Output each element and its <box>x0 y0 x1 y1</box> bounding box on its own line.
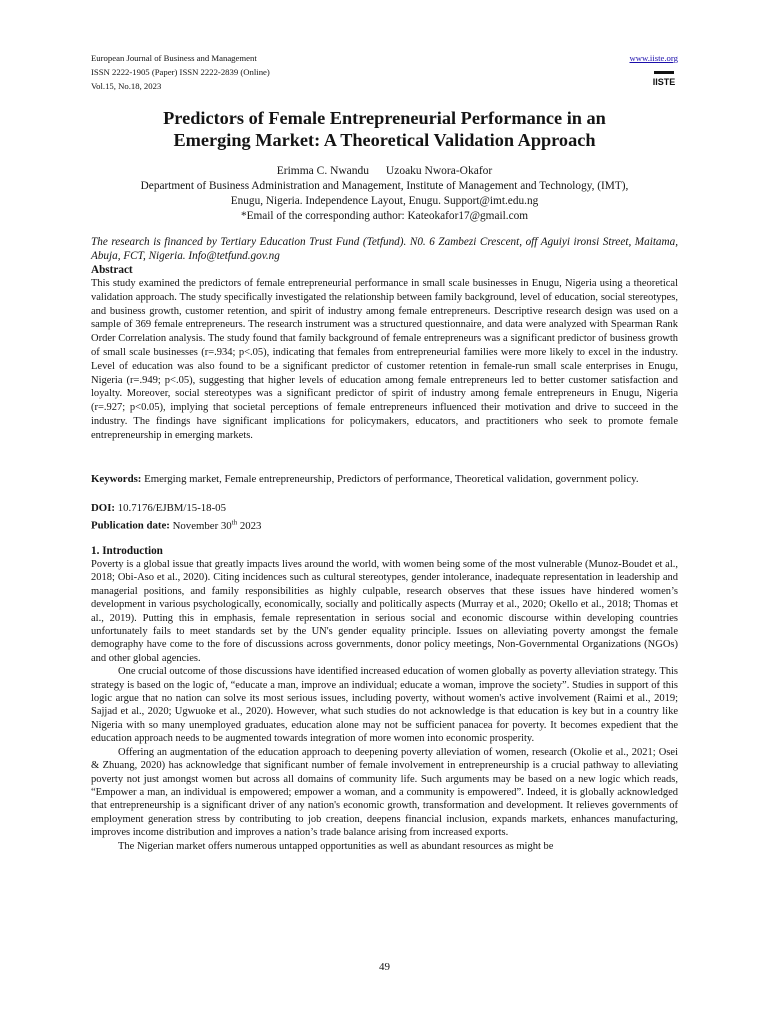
section-heading: 1. Introduction <box>91 545 163 557</box>
title-line-1: Predictors of Female Entrepreneurial Performance in an <box>163 108 606 128</box>
keywords-text: Emerging market, Female entrepreneurship, Predictors of performance, Theoretical validation, government policy. <box>144 473 639 485</box>
paper-title <box>91 107 678 151</box>
doi-value: 10.7176/EJBM/15-18-05 <box>117 502 226 514</box>
journal-website-link[interactable]: www.iiste.org <box>629 53 678 63</box>
page-number: 49 <box>379 961 390 973</box>
funding-note: The research is financed by Tertiary Education Trust Fund (Tetfund). N0. 6 Zambezi Crescent, off Aguiyi ironsi Street, Maitama, Abuja, FCT, Nigeria. Info@tetfund.gov.ng <box>91 236 678 262</box>
author-name: Uzoaku Nwora-Okafor <box>385 165 493 177</box>
introduction-body <box>91 558 678 853</box>
keywords <box>91 473 678 487</box>
author-list <box>91 164 678 179</box>
journal-header <box>91 51 678 93</box>
paragraph: Offering an augmentation of the education approach to deepening poverty alleviation of women, research (Okolie et al., 2021; Osei & Zhuang, 2020) has acknowledge that significant number of female involvement in entrepreneurship is a crucial pathway to alleviating poverty not just amongst women but across all domains of community life. Such arguments may be based on a new logic which reads, “Empower a man, an individual is empowered; empower a woman, and a community is empowered”. Indeed, it is globally acknowledged that entrepreneurship is a significant driver of any nation's economic growth, transformation and development. It relieves governments of employment generation stress by contributing to job creation, deepens financial inclusion, expands markets, enhances manufacturing, improves income distribution and improves a nation’s trade balance arising from increased exports. <box>91 746 678 839</box>
affiliation-line: Enugu, Nigeria. Independence Layout, Enugu. Support@imt.edu.ng <box>230 195 539 207</box>
paper-page <box>91 0 678 1024</box>
doi-label: DOI: <box>91 502 115 514</box>
issn: ISSN 2222-1905 (Paper) ISSN 2222-2839 (Online) <box>91 67 270 77</box>
abstract-heading: Abstract <box>91 264 133 276</box>
journal-name: European Journal of Business and Management <box>91 53 257 63</box>
iiste-logo <box>652 68 676 90</box>
affiliation <box>91 179 678 224</box>
doi <box>91 501 678 515</box>
corresponding-email: *Email of the corresponding author: Kateokafor17@gmail.com <box>240 210 529 222</box>
paragraph: Poverty is a global issue that greatly impacts lives around the world, with women being some of the most vulnerable (Munoz-Boudet et al., 2018; Obi-Aso et al., 2020). Citing incidences such as cultural stereotypes, gender intolerance, inadequate representation in leadership and managerial positions, and family responsibilities as highly culpable, research observes that these issues have hindered women’s development in various psychologically, economically, socially and politically aspects (Murray et al., 2020; Okello et al., 2018; Thomas et al., 2019). Putting this in emphasis, female representation in serious social and economic discourse within developing countries unfortunately fails to meet standards set by the UN's gender equality principle. Issues on alleviating poverty amongst the female demography have come to the fore of discussions across governments, donor policy meetings, Non-Governmental Organizations (NGOs) and other global agencies. <box>91 559 678 664</box>
paragraph: One crucial outcome of those discussions have identified increased education of women globally as poverty alleviation strategy. This strategy is based on the logic of, “educate a man, improve an individual; educate a woman, improve the society”. Studies in support of this logic argue that no nation can solve its most serious issues, including poverty, without women's active involvement (Raimi et al., 2019; Sajjad et al., 2020; Ugwuoke et al., 2020). However, what such studies do not acknowledge is that education is key but in a country like Nigeria with so many unemployed graduates, education alone may not be sufficient panacea for poverty. It becomes expedient that the education approach needs to be augmented towards integration of more women into economic prosperity. <box>91 666 678 745</box>
keywords-label: Keywords: <box>91 473 142 485</box>
publication-date <box>91 515 678 533</box>
abstract-text: This study examined the predictors of female entrepreneurial performance in small scale businesses in Enugu, Nigeria using a theoretical validation approach. The study specifically investigated the relationship between family background, level of education, social stereotypes, and business growth, customer retention, and spirit of industry among female entrepreneurs. Descriptive research design was used on a sample of 369 female entrepreneurs. The research instrument was a structured questionnaire, and data were analyzed with Spearman Rank Order Correlation analysis. The study found that family background of female entrepreneurs was a significant predictor of business growth of small scale businesses (r=.934; p<.05), indicating that females from entrepreneurial families were more likely to excel in the industry. Level of education was also found to be a significant predictor of customer retention in female-run small scale enterprises in Enugu, Nigeria (r=.949; p<.05), suggesting that higher levels of education among female entrepreneurs led to better customer satisfaction and loyalty. Moreover, social stereotypes was a significant predictor of spirit of industry among female entrepreneurs in Enugu, Nigeria (r=.927; p<0.05), implying that societal perceptions of female entrepreneurs influenced their motivation and drive to succeed in the industry. The findings have significant implications for policymakers, educators, and practitioners who seek to promote female entrepreneurship in emerging markets. <box>91 278 678 441</box>
pubdate-label: Publication date: <box>91 519 170 532</box>
author-name: Erimma C. Nwandu <box>276 165 370 177</box>
pubdate-value: November 30th 2023 <box>172 518 262 532</box>
title-line-2: Emerging Market: A Theoretical Validation Approach <box>173 130 596 150</box>
svg-text:IISTE: IISTE <box>652 77 676 87</box>
affiliation-line: Department of Business Administration and Management, Institute of Management and Technology, (IMT), <box>140 180 629 192</box>
volume-info: Vol.15, No.18, 2023 <box>91 81 162 91</box>
paragraph: The Nigerian market offers numerous untapped opportunities as well as abundant resources as might be <box>118 840 554 852</box>
